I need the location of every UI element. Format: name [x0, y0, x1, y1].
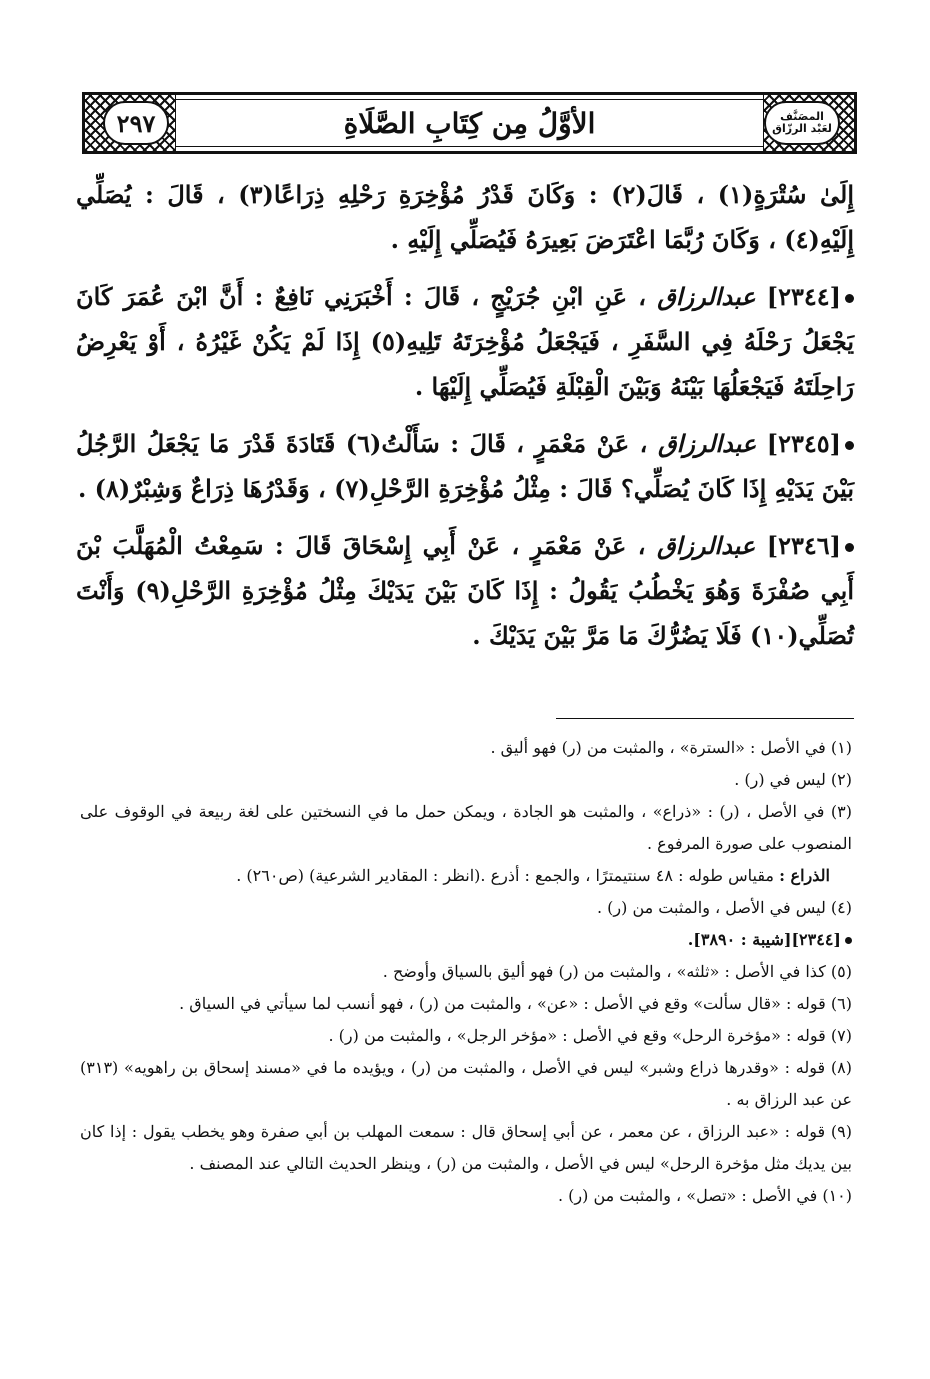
hadith-number: [٢٣٤٦] — [766, 531, 841, 560]
footnote-3-definition — [80, 860, 852, 892]
footnote-4: (٤) ليس في الأصل ، والمثبت من (ر) . — [596, 898, 852, 917]
footnote-3: (٣) في الأصل ، (ر) : «ذراع» ، والمثبت هو الجادة ، ويمكن حمل ما في النسختين على لغة ربيعة في الوقوف على المنصوب على صورة المرفوع . — [80, 802, 852, 853]
footnote-9: (٩) قوله : «عبد الرزاق ، عن معمر ، عن أبي إسحاق قال : سمعت المهلب بن أبي صفرة وهو يخطب يقول : إذا كان بين يديك مثل مؤخرة الرحل» ليس في الأصل ، والمثبت من (ر) ، وينظر الحديث التالي عند المصنف . — [80, 1122, 852, 1173]
hadith-2346 — [76, 523, 854, 658]
footnote-2: (٢) ليس في (ر) . — [734, 770, 852, 789]
footnote-7: (٧) قوله : «مؤخرة الرحل» وقع في الأصل : «مؤخر الرجل» ، والمثبت من (ر) . — [328, 1026, 852, 1045]
hadith-text: ، عَنْ مَعْمَرٍ ، قَالَ : سَأَلْتُ(٦) قَتَادَةَ قَدْرَ مَا يَجْعَلُ الرَّجُلُ بَيْنَ يَدَيْهِ إِذَا كَانَ يُصَلِّي؟ قَالَ : مِثْلُ مُؤْخِرَةِ الرَّحْلِ(٧) ، وَقَدْرُهَا ذِرَاعٌ وَشِبْرٌ(٨) . — [76, 429, 854, 503]
footnote-5: (٥) كذا في الأصل : «ثلثه» ، والمثبت من (ر) فهو أليق بالسياق وأوضح . — [382, 962, 852, 981]
bullet-icon — [845, 441, 854, 450]
bullet-icon — [845, 937, 852, 944]
bullet-icon — [845, 543, 854, 552]
page-number-medallion — [103, 101, 169, 145]
definition-text: مقياس طوله : ٤٨ سنتيمترًا ، والجمع : أذرع .(انظر : المقادير الشرعية) (ص٢٦٠) . — [236, 866, 774, 885]
source-reference — [80, 924, 852, 956]
header-ornament-left — [85, 95, 176, 151]
hadith-text: ، عَنْ مَعْمَرٍ ، عَنْ أَبِي إِسْحَاقَ قَالَ : سَمِعْتُ الْمُهَلَّبَ بْنَ أَبِي صُفْرَةَ وَهُوَ يَخْطُبُ يَقُولُ : إِذَا كَانَ بَيْنَ يَدَيْكَ مِثْلُ مُؤْخِرَةِ الرَّحْلِ(٩) وَأَنْتَ تُصَلِّي(١٠) فَلَا يَضُرُّكَ مَا مَرَّ بَيْنَ يَدَيْكَ . — [76, 531, 854, 650]
hadith-number: [٢٣٤٤] — [766, 282, 842, 311]
hadith-text: ، عَنِ ابْنِ جُرَيْجٍ ، قَالَ : أَخْبَرَنِي نَافِعٌ : أَنَّ ابْنَ عُمَرَ كَانَ يَجْعَلُ رَحْلَهُ فِي السَّفَرِ ، فَيَجْعَلُ مُؤْخِرَتَهُ تَلِيهِ(٥) إِذَا لَمْ يَكُنْ غَيْرُهُ ، أَوْ يَعْرِضُ رَاحِلَتَهُ فَيَجْعَلُهَا بَيْنَهُ وَبَيْنَ الْقِبْلَةِ فَيُصَلِّي إِلَيْهَا . — [76, 282, 855, 401]
footnotes — [80, 732, 852, 1212]
footnote-1: (١) في الأصل : «السترة» ، والمثبت من (ر) فهو أليق . — [490, 738, 852, 757]
author-name: عبدالرزاق — [657, 282, 756, 311]
definition-term: الذراع : — [779, 866, 830, 885]
hadith-2344 — [76, 274, 854, 409]
author-name: عبدالرزاق — [657, 429, 757, 458]
footnote-10: (١٠) في الأصل : «تصل» ، والمثبت من (ر) . — [558, 1186, 852, 1205]
chapter-title: الأوَّلُ مِن كِتَابِ الصَّلَاةِ — [343, 106, 596, 140]
author-name: عبدالرزاق — [656, 531, 756, 560]
footnote-8: (٨) قوله : «وقدرها ذراع وشبر» ليس في الأصل ، والمثبت من (ر) ، ويؤيده ما في «مسند إسحاق بن راهويه» (٣١٣) عن عبد الرزاق به . — [80, 1058, 852, 1109]
bullet-icon — [845, 294, 854, 303]
paragraph-continuation: إِلَىٰ سُتْرَةٍ(١) ، قَالَ(٢) : وَكَانَ قَدْرُ مُؤْخِرَةِ رَحْلِهِ ذِرَاعًا(٣) ، قَالَ : يُصَلِّي إِلَيْهِ(٤) ، وَكَانَ رُبَّمَا اعْتَرَضَ بَعِيرَهُ فَيُصَلِّي إِلَيْهِ . — [76, 180, 854, 254]
footnote-6: (٦) قوله : «قال سألت» وقع في الأصل : «عن» ، والمثبت من (ر) ، فهو أنسب لما سيأتي في السياق . — [179, 994, 852, 1013]
book-title: المصَنَّف لعَبْد الرزّاق — [772, 110, 832, 135]
main-text — [76, 172, 854, 670]
page-number: ٢٩٧ — [116, 108, 156, 138]
running-header — [82, 92, 857, 154]
header-ornament-right — [763, 95, 854, 151]
hadith-2345 — [76, 421, 854, 511]
source-reference-text: [٢٣٤٤][شيبة : ٣٨٩٠]. — [687, 930, 841, 949]
book-title-medallion — [764, 101, 840, 145]
footnote-separator — [556, 718, 854, 719]
hadith-number: [٢٣٤٥] — [766, 429, 842, 458]
